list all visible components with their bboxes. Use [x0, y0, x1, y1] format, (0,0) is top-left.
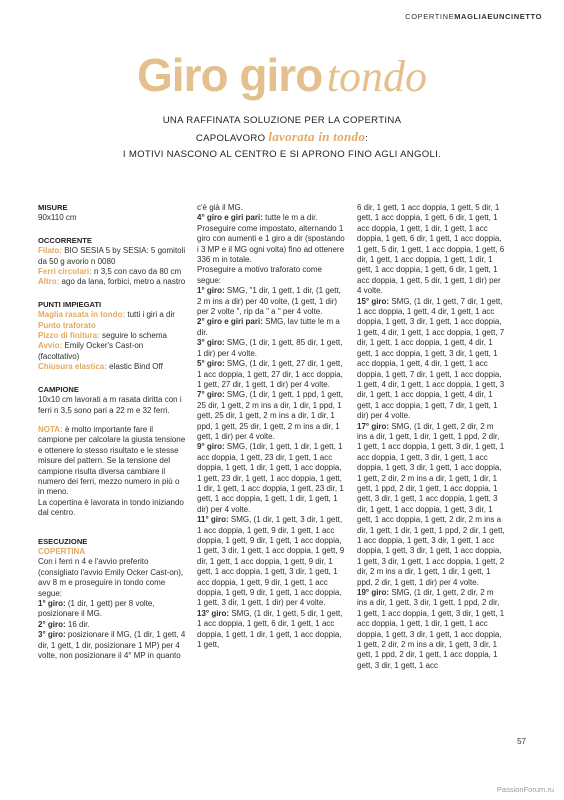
row-5-label: 5° giro: [197, 359, 225, 369]
row-17-label: 17° giro: [357, 421, 390, 431]
row-3-label: 3° giro: [197, 338, 225, 348]
punto-2 [38, 321, 186, 331]
col2-motivo: Proseguire a motivo traforato come segue: [197, 265, 322, 285]
title-main: Giro giro [137, 49, 323, 101]
nota-label: NOTA: [38, 424, 63, 434]
subtitle-line2-start: CAPOLAVORO [195, 133, 269, 144]
campione-text: 10x10 cm lavorati a m rasata diritta con i ferri n 3,5 sono pari a 22 m e 32 ferri. [38, 395, 182, 415]
heading-campione: CAMPIONE [38, 384, 79, 394]
heading-copertina: COPERTINA [38, 546, 86, 556]
heading-punti: PUNTI IMPIEGATI [38, 299, 102, 309]
row-19-text: SMG, (1 dir, 1 gett, 2 dir, 2 m ins a dir, 1 gett, 3 dir, 1 gett, 1 ppd, 2 dir, 1 gett, 1 acc doppia, 1 gett, 3 dir, 1 gett, 1 acc doppia, 1 gett, 1 dir, 1 gett, 1 acc doppia, 1 gett, 3 dir, 1 gett, 1 acc doppia, 1 gett, 2 dir, 2 m ins a dir, 1 gett, 3 dir, 1 gett, 1 ppd, 2 dir, 1 gett, 1 acc doppia, 1 gett, 3 dir, 1 gett, 1 acc [357, 588, 505, 670]
ferri-line [38, 267, 186, 277]
heading-occorrente: OCCORRENTE [38, 235, 93, 245]
giro-2-label: 2° giro: [38, 619, 66, 629]
page-number: 57 [517, 737, 526, 746]
subtitle-line2 [0, 129, 564, 147]
altro-line [38, 277, 186, 287]
punto-4-label: Avvio: [38, 341, 63, 351]
subtitle-highlight: lavorata in tondo [268, 129, 366, 144]
header-magazine: MAGLIAEUNCINETTO [454, 12, 542, 21]
giro-3-label: 3° giro: [38, 630, 66, 640]
row-5 [197, 359, 345, 390]
giro-4 [197, 213, 345, 223]
row-11-label: 11° giro: [197, 515, 229, 525]
nota-2: La copertina è lavorata in tondo iniziando dal centro. [38, 497, 184, 518]
row-13 [197, 609, 345, 651]
nota [38, 425, 186, 498]
row-17 [357, 422, 505, 589]
column-3 [357, 203, 505, 671]
row-11 [197, 515, 345, 609]
column-1 [38, 203, 186, 661]
row-2 [197, 317, 345, 338]
subtitle-line1: UNA RAFFINATA SOLUZIONE PER LA COPERTINA [162, 115, 402, 126]
row-15-label: 15° giro: [357, 296, 390, 306]
section-header [405, 12, 542, 21]
page-title [0, 50, 564, 112]
row-9-label: 9° giro: [197, 442, 225, 452]
punto-1-text: tutti i giri a dir [125, 310, 175, 320]
row-1-text: SMG, "1 dir, 1 gett, 1 dir, (1 gett, 2 m ins a dir) per 40 volte, (1 gett, 1 dir) per 2 volte ", rip da " a " per 4 volte. [197, 286, 341, 317]
misure-text: 90x110 cm [38, 213, 77, 223]
row-7 [197, 390, 345, 442]
row-17-text: SMG, (1 dir, 1 gett, 2 dir, 2 m ins a dir, 1 gett, 1 dir, 1 gett, 1 ppd, 2 dir, 1 gett, 1 acc doppia, 1 gett, 3 dir, 1 gett, 1 acc doppia, 1 gett, 3 dir, 1 gett, 1 acc doppia, 1 gett, 3 dir, 1 gett, 1 acc doppia, 1 gett, 2 dir, 2 m ins a dir, 1 gett, 1 dir, 1 gett, 1 ppd, 2 dir, 1 gett, 1 acc doppia, 1 gett, 3 dir, 1 gett, 1 acc doppia, 1 gett, 3 dir, 1 gett, 1 acc doppia, 1 gett, 3 dir, 1 gett, 1 acc doppia, 1 gett, 2 dir, 2 m ins a dir, 1 gett, 1 dir, 1 gett, 1 ppd, 2 dir, 1 gett, 1 acc doppia, 1 gett, 3 dir, 1 gett, 1 acc doppia, 1 gett, 3 dir, 1 gett, 1 acc doppia, 1 gett, 3 dir, 1 gett, 1 acc doppia, 1 gett, 2 dir, 2 m ins a dir, 1 gett, 1 dir, 1 gett, 1 ppd, 2 dir, 1 gett, 1 dir) per 4 volte. [357, 421, 505, 587]
row-2-label: 2° giro e giri pari: [197, 317, 263, 327]
column-2 [197, 203, 345, 650]
nota-text: è molto importante fare il campione per calcolare la giusta tensione e ottenere lo stesso risultato e le stesse misure del pattern. Se la tensione del campione risulta diversa cambiare il numero dei ferri, mezzo numero in più o in meno. [38, 424, 186, 497]
punto-4 [38, 341, 186, 362]
giro-4-text: tutte le m a dir. [262, 213, 318, 223]
row-7-text: SMG, (1 dir, 1 gett, 1 ppd, 1 gett, 25 dir, 1 gett, 2 m ins a dir, 1 dir, 1 ppd, 1 gett, 25 dir, 1 gett, 2 m ins a dir, 1 dir, 1 ppd, 1 gett, 25 dir, 1 gett, 2 m ins a dir, 1 gett, 1 dir) per 4 volte. [197, 390, 343, 441]
giro-3 [38, 630, 186, 661]
giro-1-label: 1° giro: [38, 599, 66, 608]
punto-1 [38, 310, 186, 320]
filato-label: Filato: [38, 246, 62, 256]
row-15-text: SMG, (1 dir, 1 gett, 7 dir, 1 gett, 1 acc doppia, 1 gett, 4 dir, 1 gett, 1 acc doppia, 1 gett, 3 dir, 1 gett, 1 acc doppia, 1 gett, 4 dir, 1 gett, 1 acc doppia, 1 gett, 7 dir, 1 gett, 1 acc doppia, 1 gett, 4 dir, 1 gett, 1 acc doppia, 1 gett, 3 dir, 1 gett, 1 acc doppia, 1 gett, 4 dir, 1 gett, 1 acc doppia, 1 gett, 7 dir, 1 gett, 1 acc doppia, 1 gett, 4 dir, 1 gett, 1 acc doppia, 1 gett, 3 dir, 1 gett, 1 acc doppia, 1 gett, 4 dir, 1 gett, 1 acc doppia, 1 gett, 7 dir, 1 gett, 1 dir) per 4 volte. [357, 296, 505, 421]
punto-1-label: Maglia rasata in tondo: [38, 310, 126, 320]
punto-5 [38, 362, 186, 372]
punto-5-text: elastic Bind Off [106, 362, 163, 372]
punto-3 [38, 331, 186, 341]
row-13-label: 13° giro: [197, 608, 230, 618]
col2-instructions: Proseguire come impostato, alternando 1 giro con aumenti e 1 giro a dir (spostando i 3 MP e il MG ogni volta) fino ad ottenere 336 m in totale. [197, 223, 345, 265]
row-1-label: 1° giro: [197, 286, 225, 296]
row-5-text: SMG, (1 dir, 1 gett, 27 dir, 1 gett, 1 acc doppia, 1 gett, 27 dir, 1 acc doppia, 1 gett, 27 dir, 1 gett, 1 dir) per 4 volte. [197, 359, 343, 389]
title-script: tondo [326, 52, 427, 101]
row-9 [197, 442, 345, 515]
subtitle [0, 113, 564, 163]
ferri-text: n 3,5 con cavo da 80 cm [91, 267, 182, 277]
heading-esecuzione: ESECUZIONE [38, 536, 88, 546]
giro-3-text: posizionare il MG, (1 dir, 1 gett, 4 dir, 1 gett, 1 dir, posizionare 1 MP) per 4 volte, non posizionare il 4° MP in quanto [38, 630, 186, 661]
punto-4-text: Emily Ocker's Cast-on (facoltativo) [38, 341, 144, 361]
col3-continuation: 6 dir, 1 gett, 1 acc doppia, 1 gett, 5 dir, 1 gett, 1 acc doppia, 1 gett, 6 dir, 1 gett, 1 acc doppia, 1 gett, 1 dir, 1 gett, 1 acc doppia, 1 gett, 6 dir, 1 gett, 1 acc doppia, 1 gett, 5 dir, 1 gett, 1 acc doppia, 1 gett, 6 dir, 1 gett, 1 acc doppia, 1 gett, 1 dir, 1 gett, 1 acc doppia, 1 gett, 6 dir, 1 gett, 1 acc doppia, 1 gett, 5 dir, 1 gett, 1 dir) per 4 volte. [357, 203, 505, 296]
row-1 [197, 286, 345, 317]
altro-text: ago da lana, forbici, metro a nastro [59, 277, 186, 287]
col2-continuation: c'è già il MG. [197, 203, 243, 212]
subtitle-line2-end: : [365, 133, 369, 144]
punto-5-label: Chiusura elastica: [38, 362, 107, 372]
row-13-text: SMG, (1 dir, 1 gett, 5 dir, 1 gett, 1 acc doppia, 1 gett, 6 dir, 1 gett, 1 acc doppia, 1 gett, 1 dir, 1 gett, 1 acc doppia, 1 gett, [197, 608, 343, 650]
subtitle-line3: I MOTIVI NASCONO AL CENTRO E SI APRONO FINO AGLI ANGOLI. [122, 149, 442, 160]
altro-label: Altro: [38, 277, 60, 287]
filato-text: BIO SESIA 5 by SESIA: 5 gomitoli da 50 g avorio n 0080 [38, 246, 186, 266]
giro-1-text: (1 dir, 1 gett) per 8 volte, posizionare il MG. [38, 599, 155, 619]
row-3-text: SMG, (1 dir, 1 gett, 85 dir, 1 gett, 1 dir) per 4 volte. [197, 338, 343, 358]
giro-2 [38, 620, 186, 630]
punto-2-label: Punto traforato [38, 320, 96, 330]
watermark: PassionForum.ru [496, 785, 554, 794]
filato-line [38, 246, 186, 267]
header-section: COPERTINE [405, 12, 455, 21]
punto-3-label: Pizzo di finitura: [38, 331, 100, 341]
row-19-label: 19° giro: [357, 588, 390, 598]
row-19 [357, 588, 505, 671]
heading-misure: MISURE [38, 203, 68, 212]
row-7-label: 7° giro: [197, 390, 225, 400]
row-2-text: SMG, lav tutte le m a dir. [197, 317, 340, 337]
giro-1 [38, 599, 186, 620]
row-15 [357, 297, 505, 422]
row-9-text: SMG, (1dir, 1 gett, 1 dir, 1 gett, 1 acc doppia, 1 gett, 23 dir, 1 gett, 1 acc doppia, 1 gett, 1 dir, 1 gett, 1 acc doppia, 1 gett, 23 dir, 1 gett, 1 acc doppia, 1 gett, 1 dir, 1 gett, 1 acc doppia, 1 gett, 23 dir, 1 gett, 1 acc doppia, 1 gett, 1 dir, 1 gett, 1 dir) per 4 volte. [197, 442, 344, 514]
row-11-text: SMG, (1 dir, 1 gett, 3 dir, 1 gett, 1 acc doppia, 1 gett, 9 dir, 1 gett, 1 acc doppia, 1 gett, 9 dir, 1 gett, 1 acc doppia, 1 gett, 3 dir, 1 gett, 1 acc doppia, 1 gett, 9 dir, 1 gett, 1 acc doppia, 1 gett, 9 dir, 1 gett, 1 acc doppia, 1 gett, 3 dir, 1 gett, 1 acc doppia, 1 gett, 9 dir, 1 gett, 1 acc doppia, 1 gett, 9 dir, 1 gett, 1 acc doppia, 1 gett, 3 dir, 1 gett, 1 dir) per 4 volte. [197, 515, 345, 608]
row-3 [197, 338, 345, 359]
punto-3-text: seguire lo schema [99, 331, 167, 341]
giro-2-text: 16 dir. [65, 619, 90, 629]
esecuzione-text: Con i ferri n 4 e l'avvio preferito (consigliato l'avvio Emily Ocker Cast-on), avv 8 m e proseguire in tondo come segue: [38, 557, 184, 598]
giro-4-label: 4° giro e giri pari: [197, 213, 263, 223]
ferri-label: Ferri circolari: [38, 267, 92, 277]
